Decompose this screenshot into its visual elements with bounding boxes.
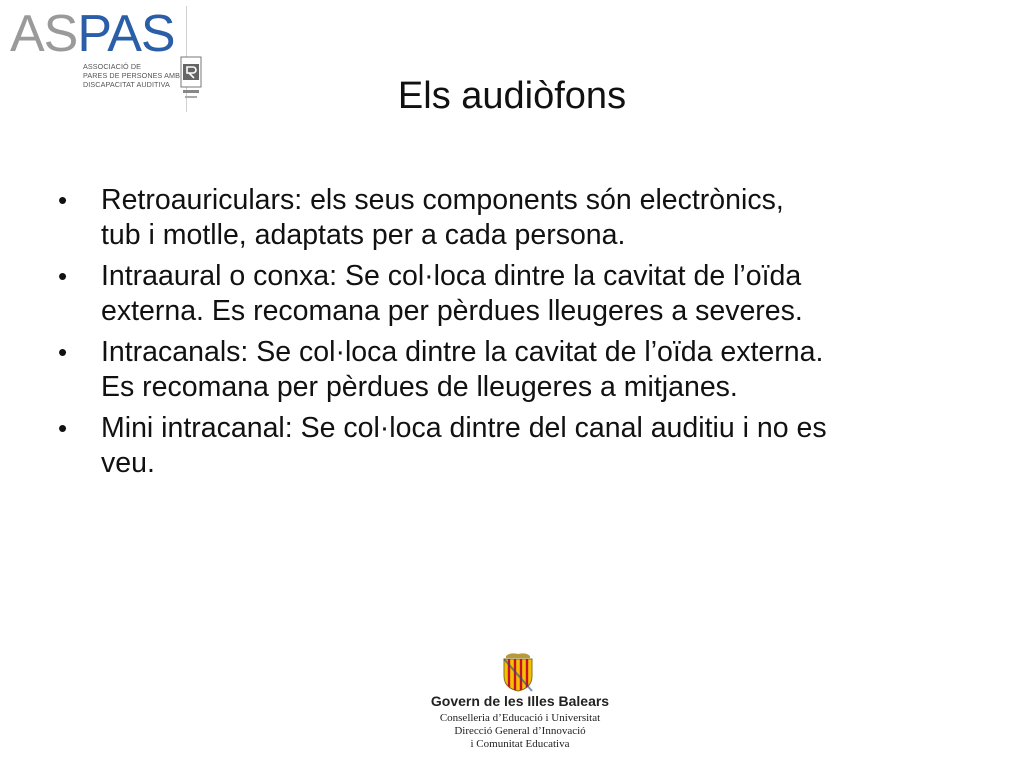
bullet-list <box>58 183 828 487</box>
bullet-item-retroauriculars <box>58 183 828 252</box>
bullet-marker: • <box>58 185 68 215</box>
aspas-wordmark <box>10 5 175 63</box>
govern-department-line: Conselleria d’Educació i Universitat <box>439 712 601 724</box>
govern-logo <box>420 652 620 760</box>
bullet-item-intraaural <box>58 259 828 328</box>
slide-title: Els audiòfons <box>397 75 627 117</box>
govern-name: Govern de les Illes Balears <box>430 693 610 709</box>
aspas-subtitle-line: ASSOCIACIÓ DE <box>83 62 142 71</box>
govern-department-line: Direcció General d’Innovació <box>454 725 586 737</box>
balearic-coat-of-arms-icon <box>500 652 536 692</box>
aspas-subtitle <box>83 62 191 89</box>
bullet-text: Mini intracanal: Se col·loca dintre del canal auditiu i no es veu. <box>101 412 827 479</box>
bullet-marker: • <box>58 337 68 367</box>
bullet-text: Retroauriculars: els seus components són electrònics, tub i motlle, adaptats per a cada persona. <box>101 184 784 251</box>
govern-department-line: i Comunitat Educativa <box>470 738 570 750</box>
aspas-as-text: AS <box>10 5 78 63</box>
bullet-item-intracanals <box>58 335 828 404</box>
aspas-pas-text: PAS <box>77 5 175 63</box>
aspas-subtitle-line: DISCAPACITAT AUDITIVA <box>83 80 170 89</box>
aspas-subtitle-line: PARES DE PERSONES AMB <box>83 71 181 80</box>
er-certification-badge-icon <box>180 56 202 102</box>
bullet-item-mini-intracanal <box>58 411 828 480</box>
bullet-marker: • <box>58 413 68 443</box>
bullet-marker: • <box>58 261 68 291</box>
bullet-text: Intraaural o conxa: Se col·loca dintre la cavitat de l’oïda externa. Es recomana per pèrdues lleugeres a severes. <box>101 260 803 327</box>
aspas-logo <box>10 6 210 114</box>
bullet-text: Intracanals: Se col·loca dintre la cavitat de l’oïda externa. Es recomana per pèrdues de lleugeres a mitjanes. <box>101 336 824 403</box>
